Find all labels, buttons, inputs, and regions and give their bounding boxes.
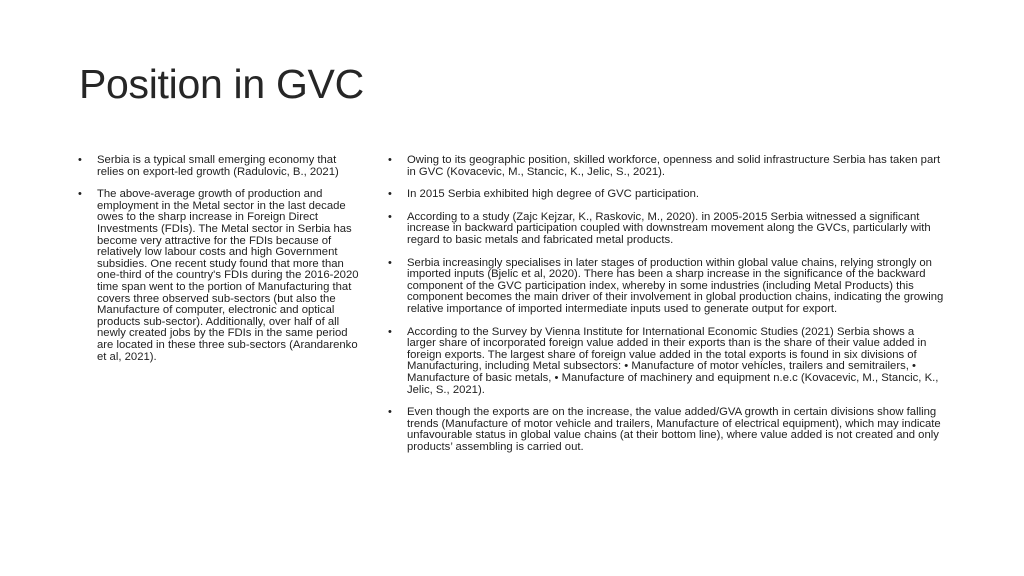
bullet-text: Owing to its geographic position, skilled workforce, openness and solid infrastructure Serbia has taken part in GVC (Kovacevic, M., Stancic, K., Jelic, S., 2021). [407, 154, 941, 178]
list-item [78, 189, 360, 363]
bullet-icon: • [388, 256, 392, 269]
bullet-text: In 2015 Serbia exhibited high degree of GVC participation. [407, 188, 700, 201]
bullet-text: Serbia is a typical small emerging economy that relies on export-led growth (Radulovic, B., 2021) [97, 154, 339, 178]
slide-title: Position in GVC [79, 61, 364, 107]
bullet-icon: • [388, 325, 392, 338]
list-item [78, 155, 360, 178]
bullet-text: Serbia increasingly specialises in later stages of production within global value chains, relying strongly on imported inputs (Bjelic et al, 2020). There has been a sharp increase in the significance of the backward component of the GVC participation index, whereby in some industries (including Metal Products) this component becomes the main driver of their involvement in global production chains, indicating the growing relative importance of imported intermediate inputs used to generate output for export. [407, 256, 944, 315]
bullet-text: Even though the exports are on the increase, the value added/GVA growth in certain divisions show falling trends (Manufacture of motor vehicle and trailers, Manufacture of electrical equipment), which may indicate unfavourable status in global value chains (at their bottom line), where value added is not created and only products’ assembling is carried out. [407, 406, 941, 453]
right-bullet-list [388, 155, 944, 464]
list-item [388, 155, 944, 178]
list-item [388, 327, 944, 397]
left-bullet-list [78, 155, 360, 374]
list-item [388, 212, 944, 247]
bullet-text: According to the Survey by Vienna Institute for International Economic Studies (2021) Serbia shows a larger share of incorporated foreign value added in their exports than is the share of their value added in foreign exports. The largest share of foreign value added in the total exports is found in six divisions of Manufacturing, including Metal subsectors: • Manufacture of motor vehicles, trailers and semitrailers, • Manufacture of basic metals, • Manufacture of machinery and equipment n.e.c (Kovacevic, M., Stancic, K., Jelic, S., 2021). [407, 325, 939, 396]
bullet-icon: • [388, 210, 392, 223]
bullet-icon: • [388, 406, 392, 419]
list-item [388, 258, 944, 316]
bullet-icon: • [78, 154, 82, 166]
bullet-icon: • [78, 188, 82, 201]
bullet-text: The above-average growth of production and employment in the Metal sector in the last decade owes to the sharp increase in Foreign Direct Investments (FDIs). The Metal sector in Serbia has become very attractive for the FDIs because of relatively low labour costs and high Government subsidies. One recent study found that more than one-third of the country's FDIs during the 2016-2020 time span went to the portion of Manufacturing that covers three observed sub-sectors (but also the Manufacture of computer, electronic and optical products sub-sector). Additionally, over half of all newly created jobs by the FDIs in the same period are located in these three sub-sectors (Arandarenko et al, 2021). [97, 188, 359, 363]
bullet-text: According to a study (Zajc Kejzar, K., Raskovic, M., 2020). in 2005-2015 Serbia witnessed a significant increase in backward participation coupled with downstream movement along the GVCs, particularly with regard to basic metals and fabricated metal products. [407, 210, 931, 246]
list-item [388, 189, 944, 201]
bullet-icon: • [388, 154, 392, 166]
list-item [388, 407, 944, 453]
bullet-icon: • [388, 188, 392, 201]
